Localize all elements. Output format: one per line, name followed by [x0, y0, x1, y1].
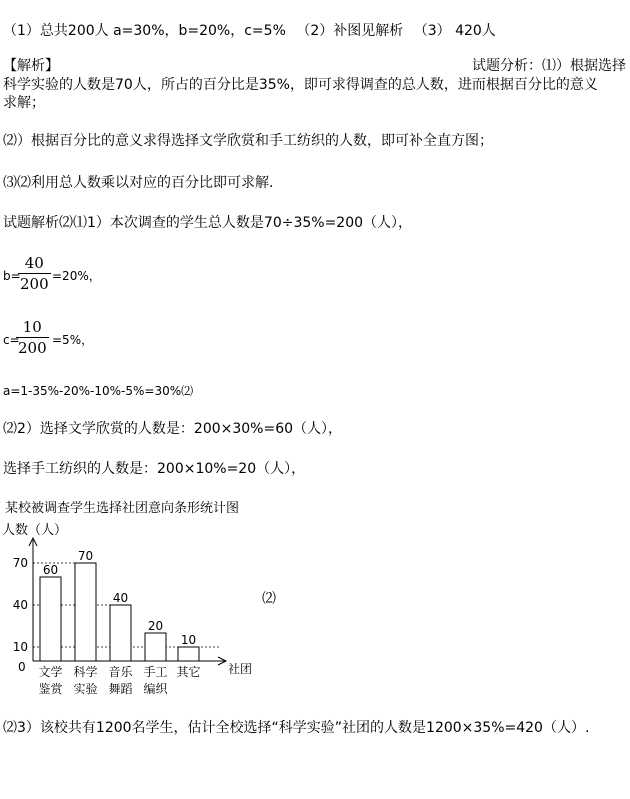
b-suffix: =20%， [52, 269, 101, 283]
bar [110, 605, 131, 661]
y-tick-label: 10 [12, 640, 28, 654]
bar-value-label: 20 [147, 619, 164, 633]
b-fraction-bar [18, 273, 51, 274]
b-denominator: 200 [20, 275, 49, 293]
bar-value-label: 10 [180, 633, 197, 647]
c-denominator: 200 [18, 339, 47, 357]
solution-line1: 试题解析⑵⑴1）本次调查的学生总人数是70÷35%=200（人）， [3, 215, 413, 231]
c-prefix: c= [3, 333, 20, 347]
chart-layer [13, 538, 252, 696]
category-label: 鉴赏 [38, 682, 63, 696]
analysis-intro-line2: 科学实验的人数是70人，所占的百分比是35%，即可求得调查的总人数，进而根据百分比的意义 [3, 77, 598, 93]
x-axis-label: 社团 [228, 662, 253, 676]
y-tick-label: 70 [12, 556, 28, 570]
bar-value-label: 70 [77, 549, 94, 563]
y-axis-label: 人数（人） [2, 523, 68, 538]
bar [40, 577, 61, 661]
analysis-step3: ⑶⑵利用总人数乘以对应的百分比即可求解. [3, 175, 274, 191]
bar-chart [0, 496, 300, 706]
category-label: 手工 [143, 665, 168, 679]
category-label: 音乐 [108, 665, 133, 679]
answer-line [3, 22, 496, 40]
lit-line: ⑵2）选择文学欣赏的人数是：200×30%=60（人）， [3, 421, 343, 437]
analysis-intro-right: 试题分析：⑴）根据选择 [472, 58, 626, 74]
category-label: 其它 [176, 665, 201, 679]
category-label: 文学 [38, 665, 63, 679]
answer-part2: （2）补图见解析 [296, 23, 404, 39]
category-label: 舞蹈 [108, 682, 133, 696]
analysis-tag: 【解析】 [3, 58, 59, 74]
category-label: 科学 [73, 665, 98, 679]
bar-value-label: 60 [42, 563, 59, 577]
answer-part1: （1）总共200人 a=30%，b=20%，c=5% [3, 23, 286, 39]
c-fraction [16, 318, 49, 357]
analysis-intro-line3: 求解； [3, 95, 45, 111]
bar [178, 647, 199, 661]
chart-title: 某校被调查学生选择社团意向条形统计图 [5, 501, 240, 516]
answer-part3: （3） 420人 [413, 23, 496, 39]
a-line: a=1-35%-20%-10%-5%=30%⑵ [3, 384, 194, 398]
c-numerator: 10 [22, 318, 42, 336]
category-label: 实验 [73, 682, 98, 696]
b-numerator: 40 [24, 254, 44, 272]
b-fraction [18, 254, 51, 293]
stray-mark: ⑵ [262, 591, 276, 607]
bar [75, 563, 96, 661]
b-prefix: b= [3, 269, 21, 283]
analysis-step2: ⑵）根据百分比的意义求得选择文学欣赏和手工纺织的人数，即可补全直方图； [3, 133, 493, 149]
bar [145, 633, 166, 661]
hand-line: 选择手工纺织的人数是：200×10%=20（人）， [3, 461, 306, 477]
c-suffix: =5%， [52, 333, 94, 347]
final-line: ⑵3）该校共有1200名学生，估计全校选择“科学实验”社团的人数是1200×35%=420（人）. [3, 720, 590, 736]
c-fraction-bar [16, 337, 49, 338]
category-label: 编织 [143, 682, 168, 696]
bar-value-label: 40 [112, 591, 129, 605]
origin-label: 0 [18, 660, 26, 674]
y-tick-label: 40 [12, 598, 28, 612]
